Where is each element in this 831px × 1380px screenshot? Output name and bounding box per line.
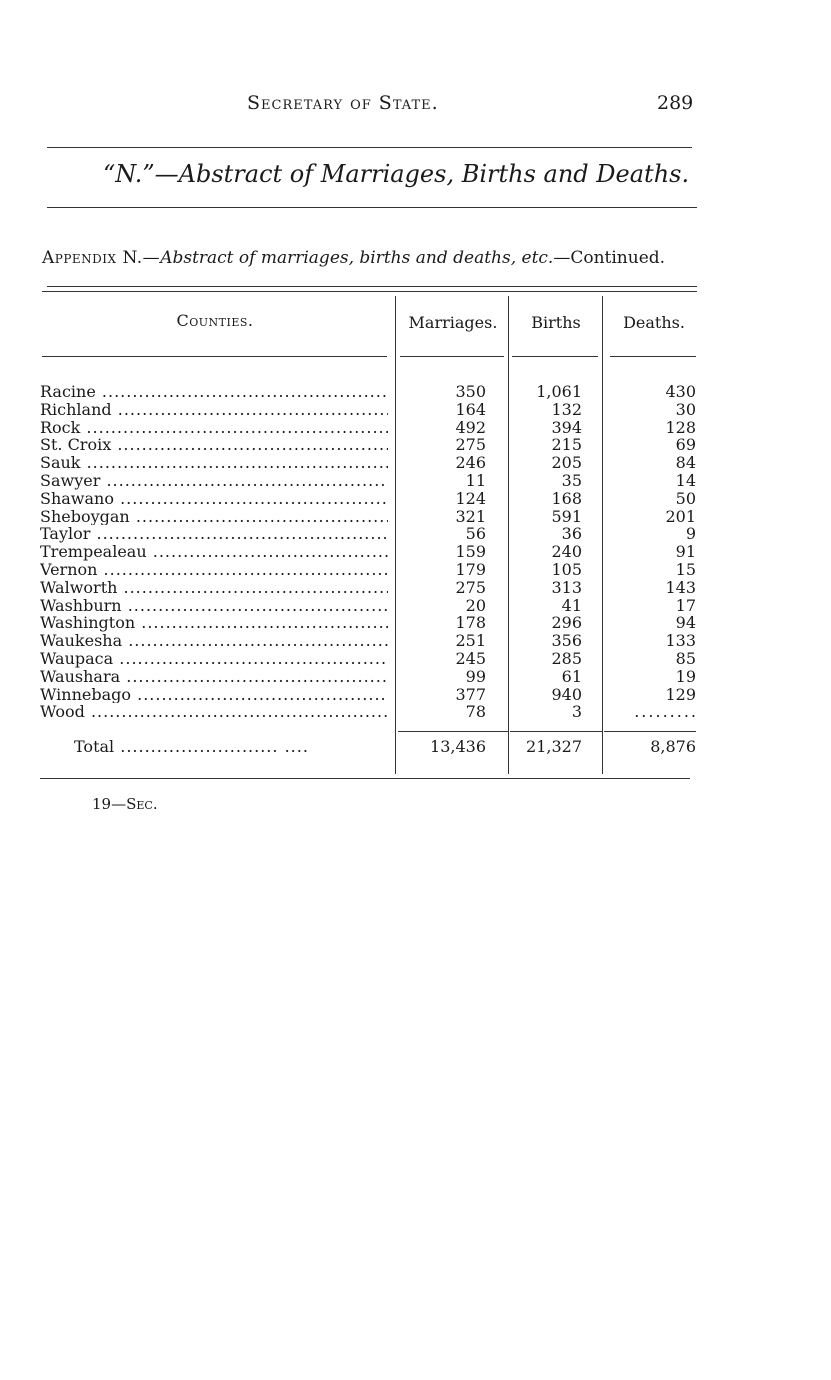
caption-suffix: —Continued. bbox=[553, 248, 666, 268]
births-value: 36 bbox=[561, 524, 582, 544]
births-value: 105 bbox=[551, 560, 582, 579]
header-counties: Counties. bbox=[176, 311, 254, 330]
county-name: Trempealeau ..... bbox=[40, 543, 388, 561]
table-row bbox=[40, 436, 700, 454]
births-value: 61 bbox=[561, 666, 582, 686]
table-caption bbox=[42, 248, 665, 268]
deaths-value: 84 bbox=[675, 453, 696, 473]
signature-number: 19 bbox=[92, 795, 112, 813]
table-row bbox=[40, 632, 700, 650]
title-bottom-rule bbox=[47, 207, 697, 208]
county-name: Walworth ..... bbox=[40, 579, 388, 597]
births-value: 168 bbox=[551, 488, 582, 508]
deaths-value: 94 bbox=[675, 613, 696, 633]
deaths-value: 91 bbox=[675, 542, 696, 562]
header-underline-marriages bbox=[400, 356, 504, 357]
deaths-value: 30 bbox=[675, 399, 696, 419]
table-row bbox=[40, 703, 700, 721]
table-row bbox=[40, 614, 700, 632]
marriages-value: 20 bbox=[465, 595, 486, 615]
deaths-value: 133 bbox=[665, 631, 696, 651]
table-row bbox=[40, 579, 700, 597]
deaths-value: 17 bbox=[675, 595, 696, 615]
table-row bbox=[40, 668, 700, 686]
county-name: Wood ..... bbox=[40, 703, 388, 721]
signature-mark bbox=[92, 795, 158, 813]
births-value: 215 bbox=[551, 435, 582, 455]
births-value: 394 bbox=[551, 417, 582, 437]
deaths-value: 69 bbox=[675, 435, 696, 455]
header-underline-deaths bbox=[610, 356, 696, 357]
header-deaths: Deaths. bbox=[623, 313, 685, 332]
county-name: St. Croix ..... bbox=[40, 436, 388, 454]
county-name: Shawano ..... bbox=[40, 490, 388, 508]
table-row bbox=[40, 543, 700, 561]
header-births: Births bbox=[531, 313, 581, 332]
caption-label: Appendix N.— bbox=[42, 248, 161, 268]
table-row bbox=[40, 650, 700, 668]
marriages-value: 159 bbox=[455, 542, 486, 562]
births-value: 296 bbox=[551, 613, 582, 633]
marriages-value: 245 bbox=[455, 649, 486, 668]
marriages-value: 350 bbox=[455, 382, 486, 401]
total-rule-marriages bbox=[398, 731, 508, 732]
county-name: Sauk ..... bbox=[40, 454, 388, 472]
table-row bbox=[40, 561, 700, 579]
marriages-value: 99 bbox=[465, 666, 486, 686]
total-births: 21,327 bbox=[526, 737, 582, 756]
table-row bbox=[40, 383, 700, 401]
title-top-rule bbox=[47, 147, 692, 148]
county-name: Washburn ..... bbox=[40, 597, 388, 615]
marriages-value: 377 bbox=[455, 684, 486, 704]
county-name: Washington ..... bbox=[40, 614, 388, 632]
page-number: 289 bbox=[657, 92, 694, 114]
county-name: Winnebago ..... bbox=[40, 686, 388, 704]
marriages-value: 56 bbox=[465, 524, 486, 544]
marriages-value: 251 bbox=[455, 631, 486, 651]
county-name: Waushara ..... bbox=[40, 668, 388, 686]
table-top-rule bbox=[47, 286, 697, 287]
county-name: Vernon ..... bbox=[40, 561, 388, 579]
marriages-value: 124 bbox=[455, 488, 486, 508]
births-value: 35 bbox=[561, 471, 582, 490]
total-label: Total ..... bbox=[74, 737, 309, 756]
deaths-value: 143 bbox=[665, 577, 696, 597]
header-underline-counties bbox=[42, 356, 387, 357]
county-name: Sheboygan ..... bbox=[40, 508, 388, 526]
deaths-value: ......... bbox=[634, 702, 698, 722]
table-row bbox=[40, 597, 700, 615]
marriages-value: 164 bbox=[455, 399, 486, 419]
deaths-value: 9 bbox=[685, 524, 696, 544]
marriages-value: 78 bbox=[465, 702, 486, 722]
total-rule-births bbox=[510, 731, 602, 732]
table-row bbox=[40, 490, 700, 508]
table-bottom-rule bbox=[40, 778, 690, 779]
births-value: 1,061 bbox=[536, 382, 582, 401]
births-value: 591 bbox=[551, 506, 582, 526]
table-row bbox=[40, 419, 700, 437]
header-underline-births bbox=[512, 356, 598, 357]
county-name: Rock ..... bbox=[40, 419, 388, 437]
marriages-value: 492 bbox=[455, 417, 486, 437]
births-value: 240 bbox=[551, 542, 582, 562]
births-value: 41 bbox=[561, 595, 582, 615]
table-row bbox=[40, 401, 700, 419]
county-name: Taylor ..... bbox=[40, 525, 388, 543]
table-row bbox=[40, 508, 700, 526]
table-row bbox=[40, 454, 700, 472]
total-rule-deaths bbox=[604, 731, 696, 732]
deaths-value: 50 bbox=[675, 488, 696, 508]
deaths-value: 430 bbox=[665, 382, 696, 401]
deaths-value: 129 bbox=[665, 684, 696, 704]
marriages-value: 246 bbox=[455, 453, 486, 473]
county-name: Waukesha ..... bbox=[40, 632, 388, 650]
births-value: 285 bbox=[551, 649, 582, 668]
deaths-value: 15 bbox=[675, 560, 696, 579]
births-value: 356 bbox=[551, 631, 582, 651]
marriages-value: 179 bbox=[455, 560, 486, 579]
marriages-value: 11 bbox=[465, 471, 486, 490]
caption-italic-text: Abstract of marriages, births and deaths, etc. bbox=[160, 248, 554, 268]
deaths-value: 85 bbox=[675, 649, 696, 668]
total-marriages: 13,436 bbox=[430, 737, 486, 756]
table-row bbox=[40, 686, 700, 704]
county-name: Sawyer ..... bbox=[40, 472, 388, 490]
marriages-value: 178 bbox=[455, 613, 486, 633]
county-name: Richland ..... bbox=[40, 401, 388, 419]
running-head: Secretary of State. bbox=[247, 92, 439, 114]
signature-abbrev: Sec. bbox=[126, 795, 158, 813]
table-row bbox=[40, 472, 700, 490]
county-name: Waupaca ..... bbox=[40, 650, 388, 668]
births-value: 132 bbox=[551, 399, 582, 419]
births-value: 3 bbox=[571, 702, 582, 722]
births-value: 205 bbox=[551, 453, 582, 473]
signature-sep: — bbox=[111, 795, 127, 813]
marriages-value: 275 bbox=[455, 435, 486, 455]
births-value: 940 bbox=[551, 684, 582, 704]
table-top-rule-2 bbox=[42, 291, 697, 292]
deaths-value: 14 bbox=[675, 471, 696, 490]
births-value: 313 bbox=[551, 577, 582, 597]
county-name: Racine ..... bbox=[40, 383, 388, 401]
section-title: “N.”—Abstract of Marriages, Births and Deaths. bbox=[103, 160, 690, 188]
deaths-value: 128 bbox=[665, 417, 696, 437]
total-deaths: 8,876 bbox=[650, 737, 696, 756]
deaths-value: 19 bbox=[675, 666, 696, 686]
header-marriages: Marriages. bbox=[408, 313, 498, 332]
marriages-value: 275 bbox=[455, 577, 486, 597]
deaths-value: 201 bbox=[665, 506, 696, 526]
table-row bbox=[40, 525, 700, 543]
marriages-value: 321 bbox=[455, 506, 486, 526]
